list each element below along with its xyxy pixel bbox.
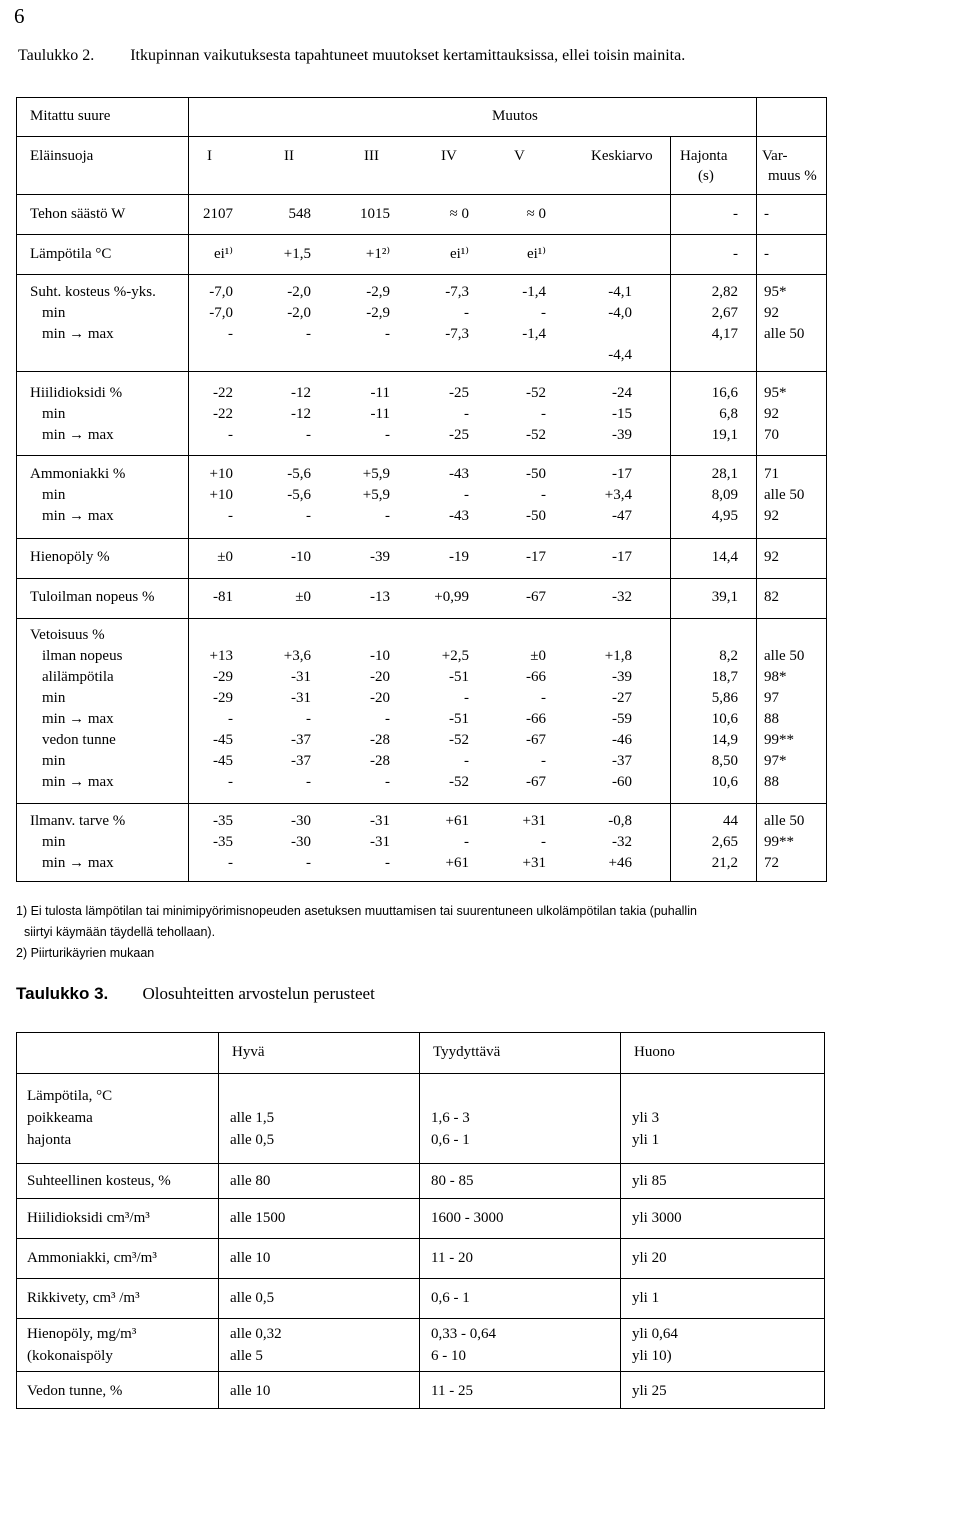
cell-col-5: -66	[526, 711, 546, 727]
cell-col-2: -	[306, 711, 311, 727]
footnote-1-cont: siirtyi käymään täydellä tehollaan).	[24, 925, 216, 939]
table2	[16, 97, 827, 882]
criteria-label: (kokonaispöly	[27, 1347, 113, 1364]
cell-deviation: 18,7	[711, 669, 738, 685]
ok-value: 80 - 85	[431, 1172, 474, 1189]
cell-col-2: -31	[291, 669, 311, 685]
cell-col-3: -28	[370, 753, 390, 769]
cell-col-5: -52	[526, 385, 546, 401]
cell-deviation: 10,6	[711, 711, 738, 727]
table2-row	[17, 625, 826, 646]
cell-reliability: alle 50	[764, 813, 805, 829]
cell-reliability: 95*	[764, 284, 787, 300]
row-label: min	[42, 753, 66, 769]
criteria-label: poikkeama	[27, 1110, 93, 1126]
cell-col-1: -22	[213, 385, 233, 401]
row-label: min → max	[42, 508, 114, 524]
table2-row	[17, 324, 826, 345]
cell-col-4: -43	[449, 466, 469, 482]
cell-col-2: -37	[291, 753, 311, 769]
cell-col-2: +3,6	[283, 648, 311, 664]
cell-mean: -60	[612, 774, 632, 790]
cell-mean: -15	[612, 406, 632, 422]
cell-col-4: -52	[449, 732, 469, 748]
header-col-2: II	[284, 148, 294, 164]
cell-deviation: 14,9	[711, 732, 738, 748]
cell-reliability: 98*	[764, 669, 787, 685]
cell-col-2: -5,6	[287, 487, 311, 503]
cell-col-4: -25	[449, 427, 469, 443]
cell-deviation: 19,1	[711, 427, 738, 443]
cell-mean: +1,8	[604, 648, 632, 664]
cell-col-1: -45	[213, 732, 233, 748]
cell-col-4: ei¹⁾	[449, 246, 469, 262]
cell-col-4: ≈ 0	[449, 206, 469, 222]
cell-col-2: -31	[291, 690, 311, 706]
cell-col-3: -	[385, 855, 390, 871]
cell-deviation: 2,65	[711, 834, 738, 850]
cell-col-3: -28	[370, 732, 390, 748]
cell-reliability: 92	[764, 549, 779, 565]
cell-col-1: ei¹⁾	[213, 246, 233, 262]
cell-col-5: -67	[526, 774, 546, 790]
cell-col-2: +1,5	[283, 246, 311, 262]
cell-col-4: -19	[449, 549, 469, 565]
table2-row	[17, 303, 826, 324]
cell-mean: -4,1	[608, 284, 632, 300]
cell-reliability: 92	[764, 406, 779, 422]
table2-row	[17, 587, 826, 608]
cell-col-2: -12	[291, 385, 311, 401]
bad-value: yli 10)	[632, 1347, 672, 1364]
header-deviation: Hajonta	[680, 148, 728, 164]
table3-caption	[16, 984, 375, 1004]
table2-row	[17, 646, 826, 667]
cell-reliability: alle 50	[764, 487, 805, 503]
good-value: alle 0,32	[230, 1325, 282, 1342]
ok-value: 0,6 - 1	[431, 1290, 470, 1306]
row-label: ilman nopeus	[42, 648, 123, 664]
row-label: min → max	[42, 855, 114, 871]
cell-mean: -0,8	[608, 813, 632, 829]
row-label: Hienopöly %	[30, 549, 110, 565]
cell-col-3: +5,9	[362, 466, 390, 482]
t3-header-ok: Tyydyttävä	[433, 1044, 501, 1060]
cell-deviation: 2,67	[711, 305, 738, 321]
ok-value: 1,6 - 3	[431, 1110, 470, 1126]
cell-col-1: -	[228, 774, 233, 790]
table2-row	[17, 282, 826, 303]
cell-col-2: -30	[291, 813, 311, 829]
cell-col-4: -52	[449, 774, 469, 790]
cell-reliability: 99**	[764, 732, 794, 748]
cell-col-1: -45	[213, 753, 233, 769]
row-label: min → max	[42, 774, 114, 790]
table2-title: Itkupinnan vaikutuksesta tapahtuneet muutokset kertamittauksissa, ellei toisin mainita.	[130, 47, 686, 64]
cell-mean: -4,0	[608, 305, 632, 321]
cell-reliability: 71	[764, 466, 779, 482]
cell-deviation: 8,50	[711, 753, 738, 769]
row-label: min	[42, 487, 66, 503]
header-col-3: III	[364, 148, 379, 164]
row-label: Vetoisuus %	[30, 627, 105, 643]
cell-reliability: 97*	[764, 753, 787, 769]
cell-reliability: 95*	[764, 385, 787, 401]
cell-col-3: -31	[370, 834, 390, 850]
cell-reliability: 97	[764, 690, 779, 706]
cell-col-5: -	[541, 834, 546, 850]
header-deviation-unit: (s)	[698, 168, 714, 184]
good-value: alle 10	[230, 1382, 271, 1399]
cell-col-5: -67	[526, 589, 546, 605]
cell-col-2: -5,6	[287, 466, 311, 482]
cell-mean: -32	[612, 589, 632, 605]
table2-row	[17, 667, 826, 688]
row-label: min → max	[42, 711, 114, 727]
row-label: Suht. kosteus %-yks.	[30, 284, 156, 300]
cell-col-2: -	[306, 855, 311, 871]
cell-col-2: -2,0	[287, 284, 311, 300]
table2-row	[17, 506, 826, 527]
cell-deviation: -	[733, 246, 738, 262]
cell-mean: -17	[612, 549, 632, 565]
cell-deviation: 21,2	[711, 855, 738, 871]
table2-row	[17, 772, 826, 793]
cell-reliability: 70	[764, 427, 779, 443]
cell-col-2: -37	[291, 732, 311, 748]
cell-col-1: -29	[213, 669, 233, 685]
table2-row	[17, 425, 826, 446]
good-value: alle 5	[230, 1347, 263, 1364]
header-change: Muutos	[492, 108, 538, 124]
table2-row	[17, 404, 826, 425]
cell-col-3: -2,9	[366, 305, 390, 321]
table2-row	[17, 853, 826, 874]
header-col-1: I	[207, 148, 212, 164]
ok-value: 0,6 - 1	[431, 1132, 470, 1148]
cell-deviation: 5,86	[711, 690, 738, 706]
cell-col-3: -31	[370, 813, 390, 829]
cell-col-4: -43	[449, 508, 469, 524]
cell-reliability: 92	[764, 305, 779, 321]
good-value: alle 10	[230, 1250, 271, 1266]
t3-header-bad: Huono	[634, 1044, 675, 1060]
cell-deviation: 14,4	[711, 549, 738, 565]
cell-col-1: +13	[209, 648, 233, 664]
row-label: min	[42, 305, 66, 321]
ok-value: 1600 - 3000	[431, 1210, 504, 1226]
cell-col-3: -10	[370, 648, 390, 664]
cell-mean: -24	[612, 385, 632, 401]
table2-row	[17, 730, 826, 751]
table2-row	[17, 688, 826, 709]
cell-col-1: -7,0	[209, 284, 233, 300]
cell-mean: -4,4	[608, 347, 632, 363]
header-col-5: V	[514, 148, 525, 164]
criteria-label: Ammoniakki, cm³/m³	[27, 1250, 157, 1266]
row-label: min → max	[42, 427, 114, 443]
table2-label: Taulukko 2.	[18, 47, 95, 64]
cell-reliability: 88	[764, 774, 779, 790]
cell-col-1: -	[228, 508, 233, 524]
cell-col-3: -	[385, 711, 390, 727]
t3-header-good: Hyvä	[232, 1044, 265, 1060]
cell-reliability: alle 50	[764, 326, 805, 342]
cell-deviation: 39,1	[711, 589, 738, 605]
cell-col-3: -	[385, 326, 390, 342]
cell-col-5: -	[541, 305, 546, 321]
cell-col-4: -51	[449, 711, 469, 727]
cell-reliability: 72	[764, 855, 779, 871]
cell-col-5: -17	[526, 549, 546, 565]
footnote-1: 1) Ei tulosta lämpötilan tai minimipyörimisnopeuden asetuksen muuttamisen tai suurentuneen ulkolämpötilan takia (puhallin	[16, 904, 697, 918]
cell-col-4: +61	[445, 813, 469, 829]
ok-value: 11 - 20	[431, 1250, 473, 1266]
cell-col-2: -12	[291, 406, 311, 422]
cell-col-5: +31	[522, 855, 546, 871]
good-value: alle 0,5	[230, 1290, 275, 1306]
table2-row	[17, 709, 826, 730]
good-value: alle 80	[230, 1172, 271, 1189]
criteria-label: Rikkivety, cm³ /m³	[27, 1290, 140, 1306]
table3-label: Taulukko 3.	[16, 984, 109, 1003]
cell-mean: +46	[608, 855, 632, 871]
row-label: Tuloilman nopeus %	[30, 589, 155, 605]
header-col-4: IV	[441, 148, 457, 164]
cell-col-1: -	[228, 427, 233, 443]
cell-mean: -59	[612, 711, 632, 727]
cell-col-4: -7,3	[445, 326, 469, 342]
row-label: Tehon säästö W	[30, 206, 126, 222]
table2-row	[17, 811, 826, 832]
cell-reliability: alle 50	[764, 648, 805, 664]
cell-mean: -46	[612, 732, 632, 748]
cell-col-1: -7,0	[209, 305, 233, 321]
cell-col-3: -11	[370, 385, 390, 401]
cell-col-1: -22	[213, 406, 233, 422]
cell-col-2: -	[306, 508, 311, 524]
cell-col-1: ±0	[217, 549, 233, 565]
cell-col-2: -	[306, 326, 311, 342]
criteria-label: Vedon tunne, %	[27, 1382, 123, 1399]
header-col-mean: Keskiarvo	[591, 148, 653, 164]
row-label: Hiilidioksidi %	[30, 385, 123, 401]
cell-col-5: +31	[522, 813, 546, 829]
cell-deviation: 28,1	[711, 466, 738, 482]
row-label: Ilmanv. tarve %	[30, 813, 126, 829]
cell-col-2: -30	[291, 834, 311, 850]
cell-mean: -17	[612, 466, 632, 482]
cell-deviation: 4,95	[711, 508, 738, 524]
cell-col-4: +61	[445, 855, 469, 871]
good-value: alle 1500	[230, 1210, 286, 1226]
table2-row	[17, 204, 826, 225]
cell-col-3: -20	[370, 690, 390, 706]
cell-col-4: -7,3	[445, 284, 469, 300]
cell-col-4: +0,99	[434, 589, 469, 605]
footnote-2: 2) Piirturikäyrien mukaan	[16, 946, 155, 960]
cell-col-4: -25	[449, 385, 469, 401]
cell-col-3: -	[385, 427, 390, 443]
cell-deviation: 8,09	[711, 487, 738, 503]
row-label: min	[42, 834, 66, 850]
row-label: min → max	[42, 326, 114, 342]
header-reliability-unit: muus %	[768, 168, 817, 184]
good-value: alle 0,5	[230, 1132, 275, 1148]
criteria-label: Lämpötila, °C	[27, 1088, 113, 1104]
good-value: alle 1,5	[230, 1110, 275, 1126]
header-measured: Mitattu suure	[30, 108, 111, 124]
cell-col-2: ±0	[295, 589, 311, 605]
cell-deviation: 2,82	[711, 284, 738, 300]
cell-col-2: -	[306, 774, 311, 790]
cell-col-4: -	[464, 690, 469, 706]
cell-reliability: -	[764, 246, 769, 262]
cell-deviation: 6,8	[719, 406, 738, 422]
cell-col-5: -	[541, 753, 546, 769]
cell-deviation: 4,17	[711, 326, 738, 342]
cell-col-3: -11	[370, 406, 390, 422]
cell-reliability: 88	[764, 711, 779, 727]
cell-col-1: 2107	[203, 206, 233, 222]
ok-value: 11 - 25	[431, 1382, 473, 1399]
cell-col-4: -	[464, 753, 469, 769]
cell-reliability: 92	[764, 508, 779, 524]
cell-col-3: +5,9	[362, 487, 390, 503]
table2-row	[17, 464, 826, 485]
cell-col-5: -1,4	[522, 326, 546, 342]
cell-col-1: -81	[213, 589, 233, 605]
header-shelter: Eläinsuoja	[30, 148, 94, 164]
cell-col-1: +10	[209, 466, 233, 482]
cell-col-5: -	[541, 690, 546, 706]
cell-deviation: -	[733, 206, 738, 222]
cell-col-1: -35	[213, 813, 233, 829]
cell-col-1: -	[228, 711, 233, 727]
cell-reliability: -	[764, 206, 769, 222]
cell-col-4: -	[464, 406, 469, 422]
cell-col-4: -	[464, 834, 469, 850]
cell-col-3: +1²⁾	[365, 246, 390, 262]
cell-col-3: 1015	[360, 206, 390, 222]
cell-col-1: +10	[209, 487, 233, 503]
cell-col-5: -50	[526, 466, 546, 482]
cell-mean: -47	[612, 508, 632, 524]
cell-mean: -27	[612, 690, 632, 706]
cell-col-1: -29	[213, 690, 233, 706]
bad-value: yli 85	[632, 1172, 667, 1189]
table3	[16, 1032, 825, 1409]
bad-value: yli 1	[632, 1132, 660, 1148]
bad-value: yli 25	[632, 1382, 667, 1399]
cell-col-5: ei¹⁾	[526, 246, 546, 262]
table2-row	[17, 751, 826, 772]
cell-col-5: -50	[526, 508, 546, 524]
table2-row	[17, 244, 826, 265]
bad-value: yli 3	[632, 1110, 660, 1126]
cell-col-5: -	[541, 487, 546, 503]
bad-value: yli 1	[632, 1290, 660, 1306]
cell-col-5: -52	[526, 427, 546, 443]
cell-col-1: -	[228, 855, 233, 871]
table2-row	[17, 832, 826, 853]
row-label: min	[42, 406, 66, 422]
cell-deviation: 44	[723, 813, 738, 829]
cell-col-5: ±0	[530, 648, 546, 664]
cell-col-4: +2,5	[441, 648, 469, 664]
criteria-label: Hiilidioksidi cm³/m³	[27, 1210, 150, 1226]
cell-deviation: 10,6	[711, 774, 738, 790]
page-number: 6	[14, 4, 25, 28]
table2-row	[17, 383, 826, 404]
cell-col-4: -	[464, 305, 469, 321]
cell-mean: -39	[612, 669, 632, 685]
ok-value: 6 - 10	[431, 1347, 466, 1364]
cell-deviation: 8,2	[719, 648, 738, 664]
bad-value: yli 3000	[632, 1210, 682, 1226]
cell-col-3: -39	[370, 549, 390, 565]
criteria-label: hajonta	[27, 1132, 72, 1148]
cell-reliability: 82	[764, 589, 779, 605]
cell-deviation: 16,6	[711, 385, 738, 401]
cell-mean: -37	[612, 753, 632, 769]
cell-col-4: -51	[449, 669, 469, 685]
cell-col-2: 548	[288, 206, 311, 222]
cell-col-5: -66	[526, 669, 546, 685]
cell-col-5: -	[541, 406, 546, 422]
cell-reliability: 99**	[764, 834, 794, 850]
row-label: Lämpötila °C	[30, 246, 112, 262]
table3-title: Olosuhteitten arvostelun perusteet	[142, 984, 375, 1003]
table2-row	[17, 345, 826, 366]
cell-col-5: ≈ 0	[526, 206, 546, 222]
row-label: vedon tunne	[42, 732, 116, 748]
cell-col-2: -2,0	[287, 305, 311, 321]
cell-mean: -39	[612, 427, 632, 443]
cell-mean: -32	[612, 834, 632, 850]
table2-caption	[18, 47, 685, 65]
row-label: min	[42, 690, 66, 706]
bad-value: yli 0,64	[632, 1325, 678, 1342]
cell-col-1: -35	[213, 834, 233, 850]
cell-col-5: -1,4	[522, 284, 546, 300]
table2-row	[17, 547, 826, 568]
cell-col-3: -	[385, 508, 390, 524]
ok-value: 0,33 - 0,64	[431, 1325, 496, 1342]
criteria-label: Hienopöly, mg/m³	[27, 1325, 137, 1342]
row-label: alilämpötila	[42, 669, 114, 685]
table2-row	[17, 485, 826, 506]
cell-col-2: -	[306, 427, 311, 443]
header-reliability: Var-	[762, 148, 788, 164]
cell-col-3: -13	[370, 589, 390, 605]
cell-mean: +3,4	[604, 487, 632, 503]
bad-value: yli 20	[632, 1250, 667, 1266]
cell-col-3: -	[385, 774, 390, 790]
criteria-label: Suhteellinen kosteus, %	[27, 1172, 171, 1189]
cell-col-1: -	[228, 326, 233, 342]
cell-col-4: -	[464, 487, 469, 503]
cell-col-3: -2,9	[366, 284, 390, 300]
cell-col-3: -20	[370, 669, 390, 685]
cell-col-2: -10	[291, 549, 311, 565]
row-label: Ammoniakki %	[30, 466, 126, 482]
cell-col-5: -67	[526, 732, 546, 748]
